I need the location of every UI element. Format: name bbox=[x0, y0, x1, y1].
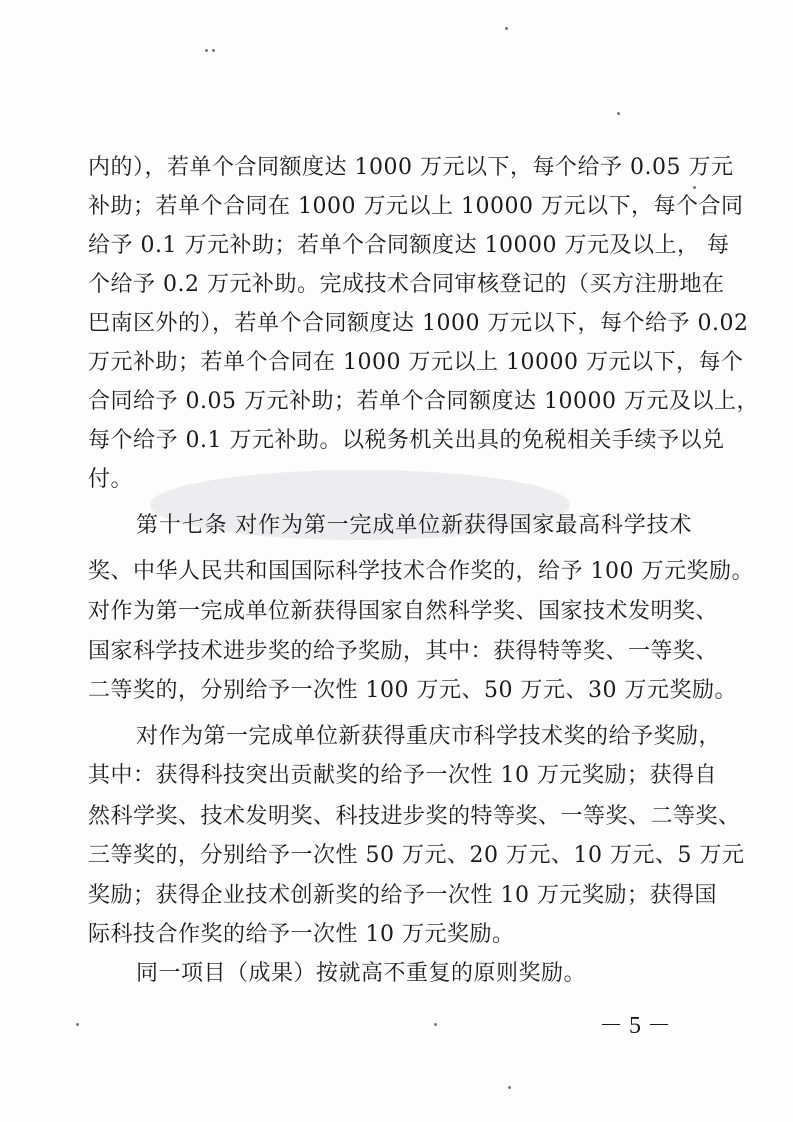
text-line: 然科学奖、技术发明奖、科技进步奖的特等奖、一等奖、二等奖、 bbox=[88, 804, 741, 829]
text-line: 万元补助；若单个合同在 1000 万元以上 10000 万元以下，每个 bbox=[88, 350, 744, 375]
text-line: 奖励；获得企业技术创新奖的给予一次性 10 万元奖励；获得国 bbox=[88, 883, 717, 908]
text-line: 对作为第一完成单位新获得国家自然科学奖、国家技术发明奖、 bbox=[88, 599, 719, 624]
scan-speck bbox=[212, 49, 215, 52]
paragraph-first-line: 同一项目（成果）按就高不重复的原则奖励。 bbox=[136, 961, 587, 986]
text-line: 三等奖的，分别给予一次性 50 万元、20 万元、10 万元、5 万元 bbox=[88, 843, 745, 868]
text-line: 巴南区外的），若单个合同额度达 1000 万元以下，每个给予 0.02 bbox=[88, 311, 749, 336]
text-line: 付。 bbox=[88, 467, 134, 492]
text-line: 其中：获得科技突出贡献奖的给予一次性 10 万元奖励；获得自 bbox=[88, 763, 717, 788]
text-line: 内的），若单个合同额度达 1000 万元以下，每个给予 0.05 万元 bbox=[88, 155, 734, 180]
text-line: 奖、中华人民共和国国际科学技术合作奖的，给予 100 万元奖励。 bbox=[88, 559, 754, 584]
text-line: 二等奖的，分别给予一次性 100 万元、50 万元、30 万元奖励。 bbox=[88, 678, 737, 703]
scan-speck bbox=[617, 112, 620, 115]
scan-speck bbox=[505, 27, 508, 30]
text-line: 国家科学技术进步奖的给予奖励，其中：获得特等奖、一等奖、 bbox=[88, 639, 719, 664]
text-line: 个给予 0.2 万元补助。完成技术合同审核登记的（买方注册地在 bbox=[88, 272, 725, 297]
text-line: 合同给予 0.05 万元补助；若单个合同额度达 10000 万元及以上， bbox=[88, 389, 759, 414]
scan-speck bbox=[205, 49, 208, 52]
scan-speck bbox=[76, 1023, 79, 1026]
text-line: 际科技合作奖的给予一次性 10 万元奖励。 bbox=[88, 922, 515, 947]
paragraph-first-line: 对作为第一完成单位新获得重庆市科学技术奖的给予奖励， bbox=[136, 724, 722, 749]
text-line: 给予 0.1 万元补助；若单个合同额度达 10000 万元及以上， 每 bbox=[88, 233, 730, 258]
page-number: － 5 － bbox=[599, 1013, 671, 1039]
article-heading-line: 第十七条 对作为第一完成单位新获得国家最高科学技术 bbox=[136, 513, 692, 538]
scan-speck bbox=[434, 1023, 437, 1026]
scan-speck bbox=[508, 1086, 511, 1089]
text-line: 补助；若单个合同在 1000 万元以上 10000 万元以下，每个合同 bbox=[88, 194, 744, 219]
text-line: 每个给予 0.1 万元补助。以税务机关出具的免税相关手续予以兑 bbox=[88, 428, 725, 453]
